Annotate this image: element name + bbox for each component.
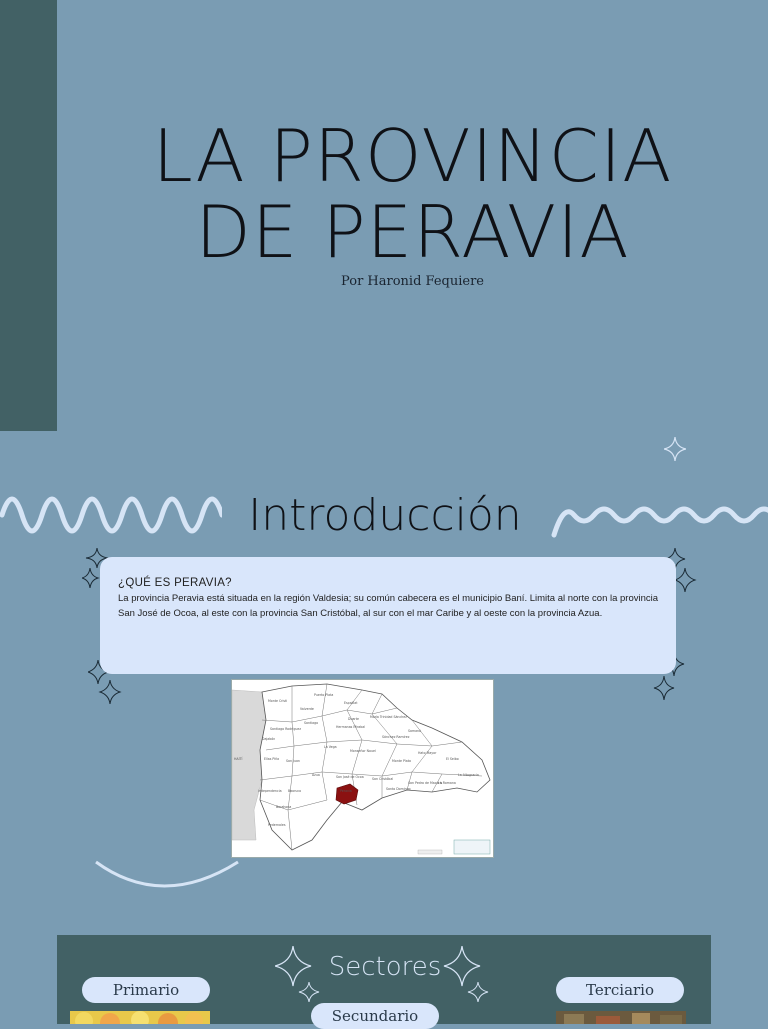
title-line-2: DE PERAVIA — [195, 190, 630, 274]
title-line-1: LA PROVINCIA — [152, 114, 673, 198]
terciario-photo — [556, 1010, 686, 1024]
svg-text:Sánchez Ramírez: Sánchez Ramírez — [382, 735, 410, 739]
svg-text:Santiago Rodríguez: Santiago Rodríguez — [270, 727, 301, 731]
sector-primario-label: Primario — [82, 977, 210, 1003]
svg-text:Peravia: Peravia — [340, 789, 352, 793]
svg-text:Espaillat: Espaillat — [344, 701, 358, 705]
intro-heading: Introducción — [248, 490, 522, 541]
sector-secundario-label: Secundario — [311, 1003, 439, 1029]
svg-text:El Seibo: El Seibo — [446, 757, 459, 761]
svg-text:Elías Piña: Elías Piña — [264, 757, 280, 761]
svg-text:Duarte: Duarte — [348, 717, 359, 721]
svg-text:Samaná: Samaná — [408, 729, 422, 733]
svg-text:La Vega: La Vega — [324, 745, 337, 749]
intro-card-heading: ¿QUÉ ES PERAVIA? — [118, 577, 232, 589]
page-title — [57, 114, 768, 274]
svg-text:Monte Plata: Monte Plata — [392, 759, 411, 763]
svg-text:Monte Cristi: Monte Cristi — [268, 699, 288, 703]
intro-card — [100, 557, 676, 674]
author-byline: Por Haronid Fequiere — [341, 274, 484, 289]
intro-card-body: La provincia Peravia está situada en la región Valdesia; su común cabecera es el municipio Baní. Limita al norte con la provincia San José de Ocoa, al este con la provincia San Cristóbal, al sur con el mar Caribe y al oeste con la provincia Azua. — [118, 593, 659, 619]
side-accent-bar — [0, 0, 57, 431]
svg-text:Valverde: Valverde — [300, 707, 314, 711]
svg-text:Puerto Plata: Puerto Plata — [314, 693, 334, 697]
svg-text:María Trinidad Sánchez: María Trinidad Sánchez — [370, 715, 407, 719]
svg-text:Dajabón: Dajabón — [262, 737, 276, 741]
sparkle-icon — [664, 437, 686, 461]
svg-text:Baoruco: Baoruco — [288, 789, 302, 793]
arc-decoration — [92, 840, 242, 890]
wave-left-decoration — [0, 485, 222, 545]
svg-text:Pedernales: Pedernales — [268, 823, 286, 827]
svg-text:Monseñor Nouel: Monseñor Nouel — [350, 749, 376, 753]
svg-text:Hermanas Mirabal: Hermanas Mirabal — [336, 725, 366, 729]
svg-text:San Cristóbal: San Cristóbal — [372, 777, 394, 781]
svg-text:Azua: Azua — [312, 773, 320, 777]
svg-text:La Altagracia: La Altagracia — [458, 773, 479, 777]
svg-text:Santiago: Santiago — [304, 721, 319, 725]
sector-terciario-label: Terciario — [556, 977, 684, 1003]
svg-text:Independencia: Independencia — [258, 789, 282, 793]
svg-text:Barahona: Barahona — [276, 805, 292, 809]
primario-photo — [70, 1010, 210, 1024]
svg-text:San Pedro de Macorís: San Pedro de Macorís — [408, 781, 443, 785]
sectors-heading: Sectores — [328, 952, 442, 982]
svg-text:HAITÍ: HAITÍ — [234, 757, 243, 761]
svg-text:Hato Mayor: Hato Mayor — [418, 751, 437, 755]
svg-text:San Juan: San Juan — [286, 759, 300, 763]
svg-text:La Romana: La Romana — [438, 781, 456, 785]
svg-text:San José de Ocoa: San José de Ocoa — [336, 775, 364, 779]
svg-text:Santo Domingo: Santo Domingo — [386, 787, 411, 791]
province-map — [231, 679, 494, 858]
wave-right-decoration — [550, 485, 768, 545]
